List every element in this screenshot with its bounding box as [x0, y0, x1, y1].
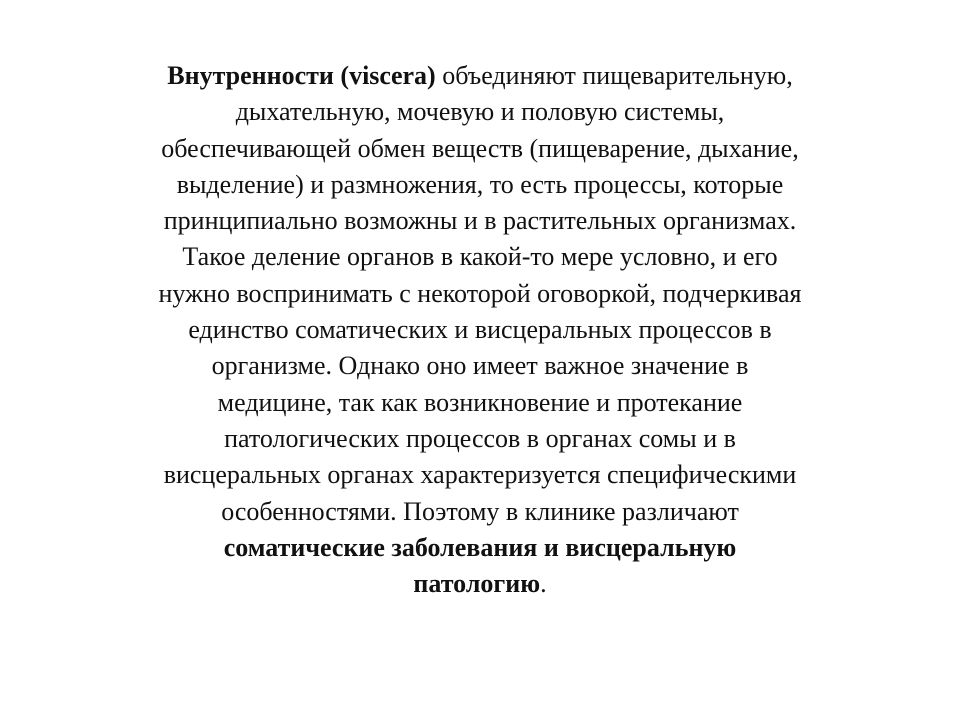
text-run: единство соматических и висцеральных процессов в: [188, 315, 772, 345]
text-run: объединяют пищеварительную,: [435, 61, 793, 90]
text-run: Такое деление органов в какой-то мере условно, и его: [182, 242, 778, 272]
body-text: [60, 58, 900, 602]
text-line-4: [60, 167, 900, 203]
text-line-13: [60, 494, 900, 530]
text-line-14: [60, 530, 900, 566]
text-run: .: [540, 569, 547, 599]
text-run: дыхательную, мочевую и половую системы,: [235, 97, 725, 127]
text-run: особенностями. Поэтому в клинике различают: [221, 496, 739, 526]
text-line-11: [60, 421, 900, 457]
bold-term-pathology: патологию: [413, 569, 541, 599]
text-line-1: [60, 58, 900, 94]
text-line-15: [60, 566, 900, 602]
text-run: висцеральных органах характеризуется специфическими: [163, 460, 797, 490]
text-run: принципиально возможны и в растительных организмах.: [163, 206, 797, 236]
bold-term-somatic-diseases: соматические заболевания и висцеральную: [223, 532, 737, 562]
text-run: нужно воспринимать с некоторой оговоркой, подчеркивая: [158, 278, 802, 308]
text-run: организме. Однако оно имеет важное значение в: [211, 351, 749, 381]
text-line-9: [60, 348, 900, 384]
text-run: обеспечивающей обмен веществ (пищеварение, дыхание,: [161, 133, 799, 163]
text-run: патологических процессов в органах сомы и в: [224, 423, 736, 453]
text-run: выделение) и размножения, то есть процессы, которые: [176, 169, 784, 199]
text-line-6: [60, 239, 900, 275]
text-line-2: [60, 94, 900, 130]
text-line-10: [60, 385, 900, 421]
text-line-12: [60, 457, 900, 493]
bold-term-viscera: Внутренности (viscera): [167, 61, 436, 90]
text-line-3: [60, 131, 900, 167]
text-line-7: [60, 276, 900, 312]
text-line-8: [60, 312, 900, 348]
text-line-5: [60, 203, 900, 239]
text-run: медицине, так как возникновение и протекание: [217, 387, 743, 417]
